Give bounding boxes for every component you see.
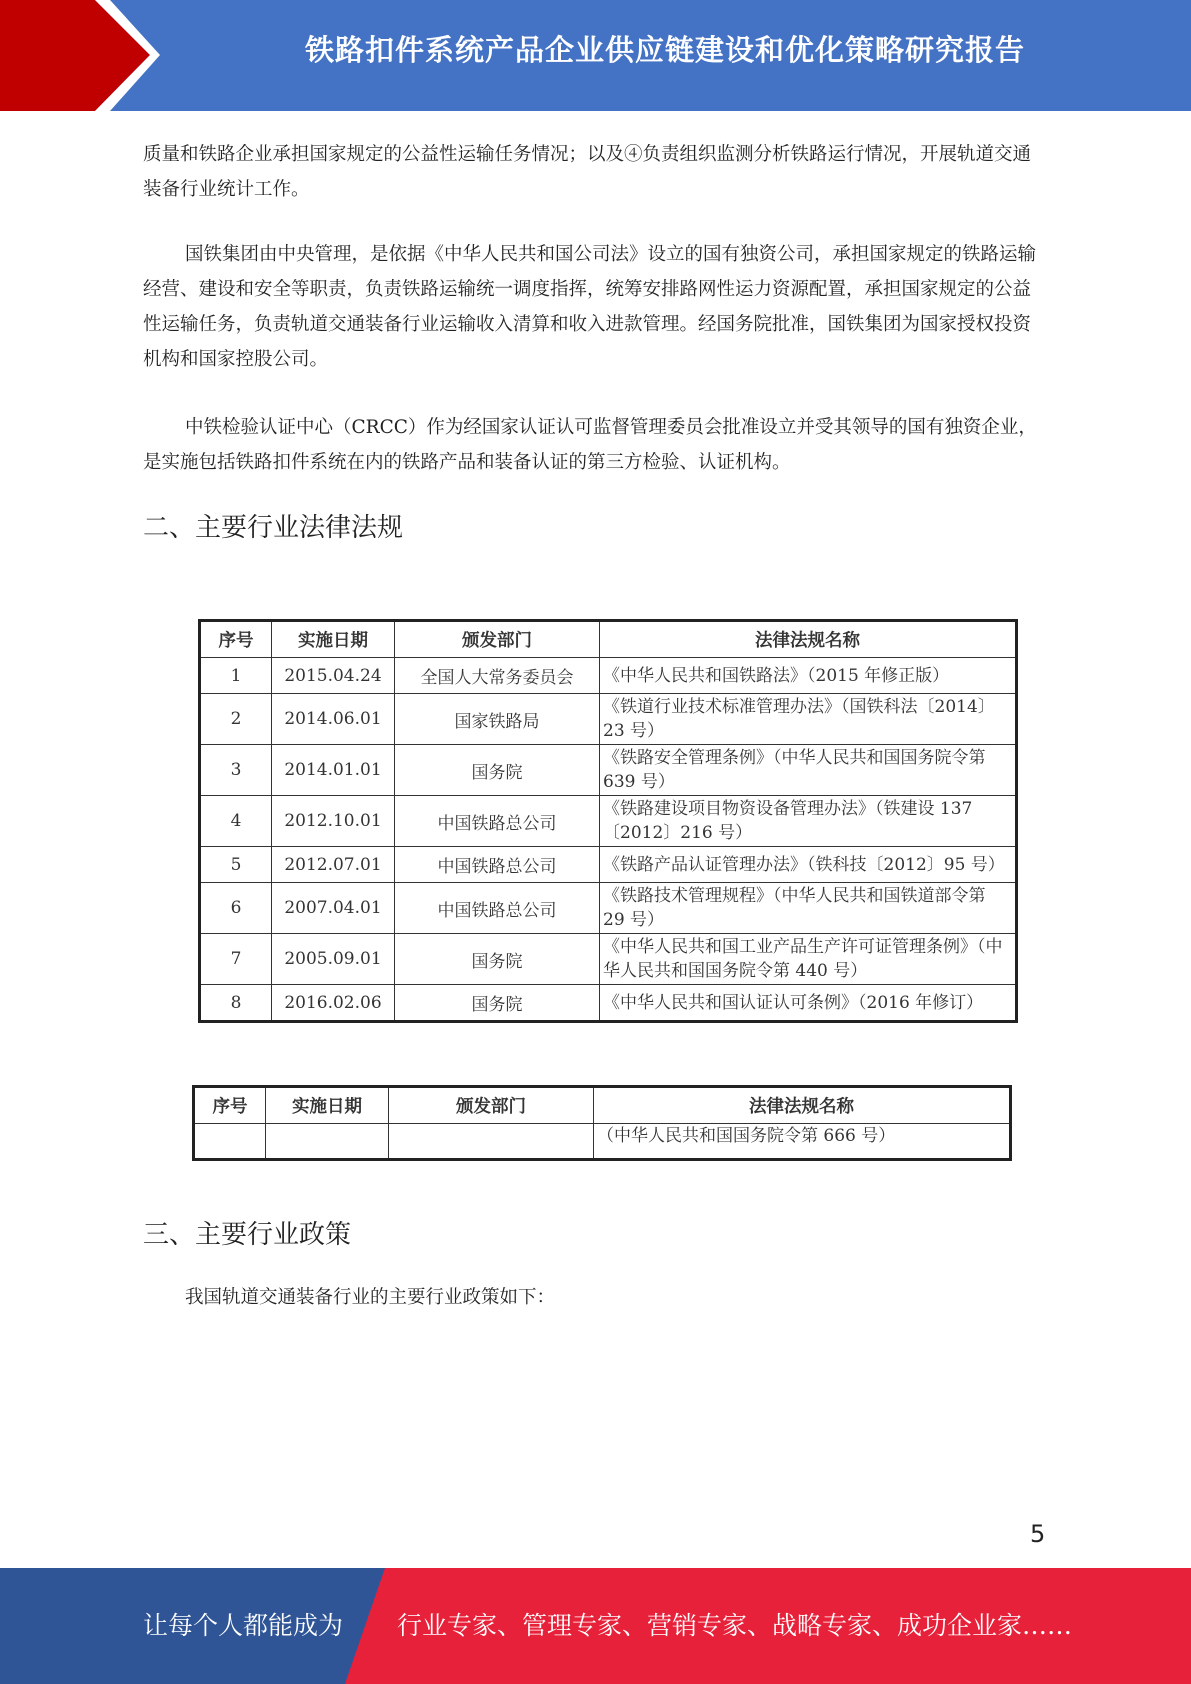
- table-row: [194, 1124, 1011, 1160]
- table-header-row: [194, 1087, 1011, 1124]
- cell-date: 2014.06.01: [272, 694, 395, 745]
- cell-law-name: 《铁路安全管理条例》（中华人民共和国国务院令第 639 号）: [600, 745, 1017, 796]
- header-index: 序号: [194, 1087, 266, 1124]
- page-footer: [0, 1568, 1191, 1684]
- header-date: 实施日期: [266, 1087, 389, 1124]
- cell-law-name: 《中华人民共和国认证认可条例》（2016 年修订）: [600, 985, 1017, 1022]
- section-heading-laws: 二、主要行业法律法规: [143, 513, 404, 543]
- paragraph-3: 中铁检验认证中心（CRCC）作为经国家认证认可监督管理委员会批准设立并受其领导的国有独资企业，是实施包括铁路扣件系统在内的铁路产品和装备认证的第三方检验、认证机构。: [143, 417, 1037, 473]
- cell-law-name: 《铁路技术管理规程》（中华人民共和国铁道部令第 29 号）: [600, 883, 1017, 934]
- cell-index: 3: [200, 745, 272, 796]
- cell-index: 6: [200, 883, 272, 934]
- cell-law-name: 《铁道行业技术标准管理办法》（国铁科法〔2014〕23 号）: [600, 694, 1017, 745]
- cell-date: 2007.04.01: [272, 883, 395, 934]
- table-row: [200, 847, 1017, 883]
- cell-date: 2012.07.01: [272, 847, 395, 883]
- header-index: 序号: [200, 621, 272, 658]
- cell-index: 5: [200, 847, 272, 883]
- cell-date: [266, 1124, 389, 1160]
- cell-date: 2016.02.06: [272, 985, 395, 1022]
- header-department: 颁发部门: [395, 621, 600, 658]
- cell-department: 国家铁路局: [395, 694, 600, 745]
- table-row: [200, 745, 1017, 796]
- cell-law-name: 《铁路建设项目物资设备管理办法》（铁建设 137〔2012〕216 号）: [600, 796, 1017, 847]
- cell-index: 4: [200, 796, 272, 847]
- table-row: [200, 658, 1017, 694]
- table-row: [200, 985, 1017, 1022]
- paragraph-1: 质量和铁路企业承担国家规定的公益性运输任务情况；以及④负责组织监测分析铁路运行情况，开展轨道交通装备行业统计工作。: [143, 144, 1032, 200]
- cell-department: 中国铁路总公司: [395, 883, 600, 934]
- report-title: 铁路扣件系统产品企业供应链建设和优化策略研究报告: [304, 33, 1025, 67]
- table-header-row: [200, 621, 1017, 658]
- cell-department: 全国人大常务委员会: [395, 658, 600, 694]
- header-date: 实施日期: [272, 621, 395, 658]
- header-department: 颁发部门: [389, 1087, 594, 1124]
- cell-department: 中国铁路总公司: [395, 796, 600, 847]
- table-row: [200, 796, 1017, 847]
- cell-law-name: 《中华人民共和国工业产品生产许可证管理条例》（中华人民共和国国务院令第 440 号）: [600, 934, 1017, 985]
- cell-law-name: 《铁路产品认证管理办法》（铁科技〔2012〕95 号）: [600, 847, 1017, 883]
- header-law-name: 法律法规名称: [600, 621, 1017, 658]
- cell-law-name: 《中华人民共和国铁路法》（2015 年修正版）: [600, 658, 1017, 694]
- cell-index: 8: [200, 985, 272, 1022]
- cell-index: 2: [200, 694, 272, 745]
- page-header: [0, 0, 1191, 111]
- cell-index: [194, 1124, 266, 1160]
- cell-department: 中国铁路总公司: [395, 847, 600, 883]
- cell-law-name: （中华人民共和国国务院令第 666 号）: [594, 1124, 1011, 1160]
- header-law-name: 法律法规名称: [594, 1087, 1011, 1124]
- footer-slogan-right: 行业专家、管理专家、营销专家、战略专家、成功企业家……: [397, 1611, 1073, 1640]
- laws-table-2: [192, 1085, 1012, 1161]
- footer-slogan-left: 让每个人都能成为: [143, 1611, 344, 1640]
- cell-date: 2015.04.24: [272, 658, 395, 694]
- policy-intro: 我国轨道交通装备行业的主要行业政策如下：: [185, 1287, 556, 1308]
- cell-date: 2014.01.01: [272, 745, 395, 796]
- page-number: 5: [1030, 1520, 1046, 1548]
- table-row: [200, 883, 1017, 934]
- cell-department: [389, 1124, 594, 1160]
- cell-department: 国务院: [395, 985, 600, 1022]
- cell-date: 2012.10.01: [272, 796, 395, 847]
- cell-date: 2005.09.01: [272, 934, 395, 985]
- table-row: [200, 934, 1017, 985]
- section-heading-policies: 三、主要行业政策: [143, 1220, 352, 1250]
- paragraph-2: 国铁集团由中央管理，是依据《中华人民共和国公司法》设立的国有独资公司，承担国家规定的铁路运输经营、建设和安全等职责，负责铁路运输统一调度指挥，统筹安排路网性运力资源配置，承担国家规定的公益性运输任务，负责轨道交通装备行业运输收入清算和收入进款管理。经国务院批准，国铁集团为国家授权投资机构和国家控股公司。: [143, 244, 1037, 370]
- laws-table-1: [198, 619, 1018, 1023]
- cell-index: 7: [200, 934, 272, 985]
- cell-department: 国务院: [395, 745, 600, 796]
- cell-department: 国务院: [395, 934, 600, 985]
- cell-index: 1: [200, 658, 272, 694]
- table-row: [200, 694, 1017, 745]
